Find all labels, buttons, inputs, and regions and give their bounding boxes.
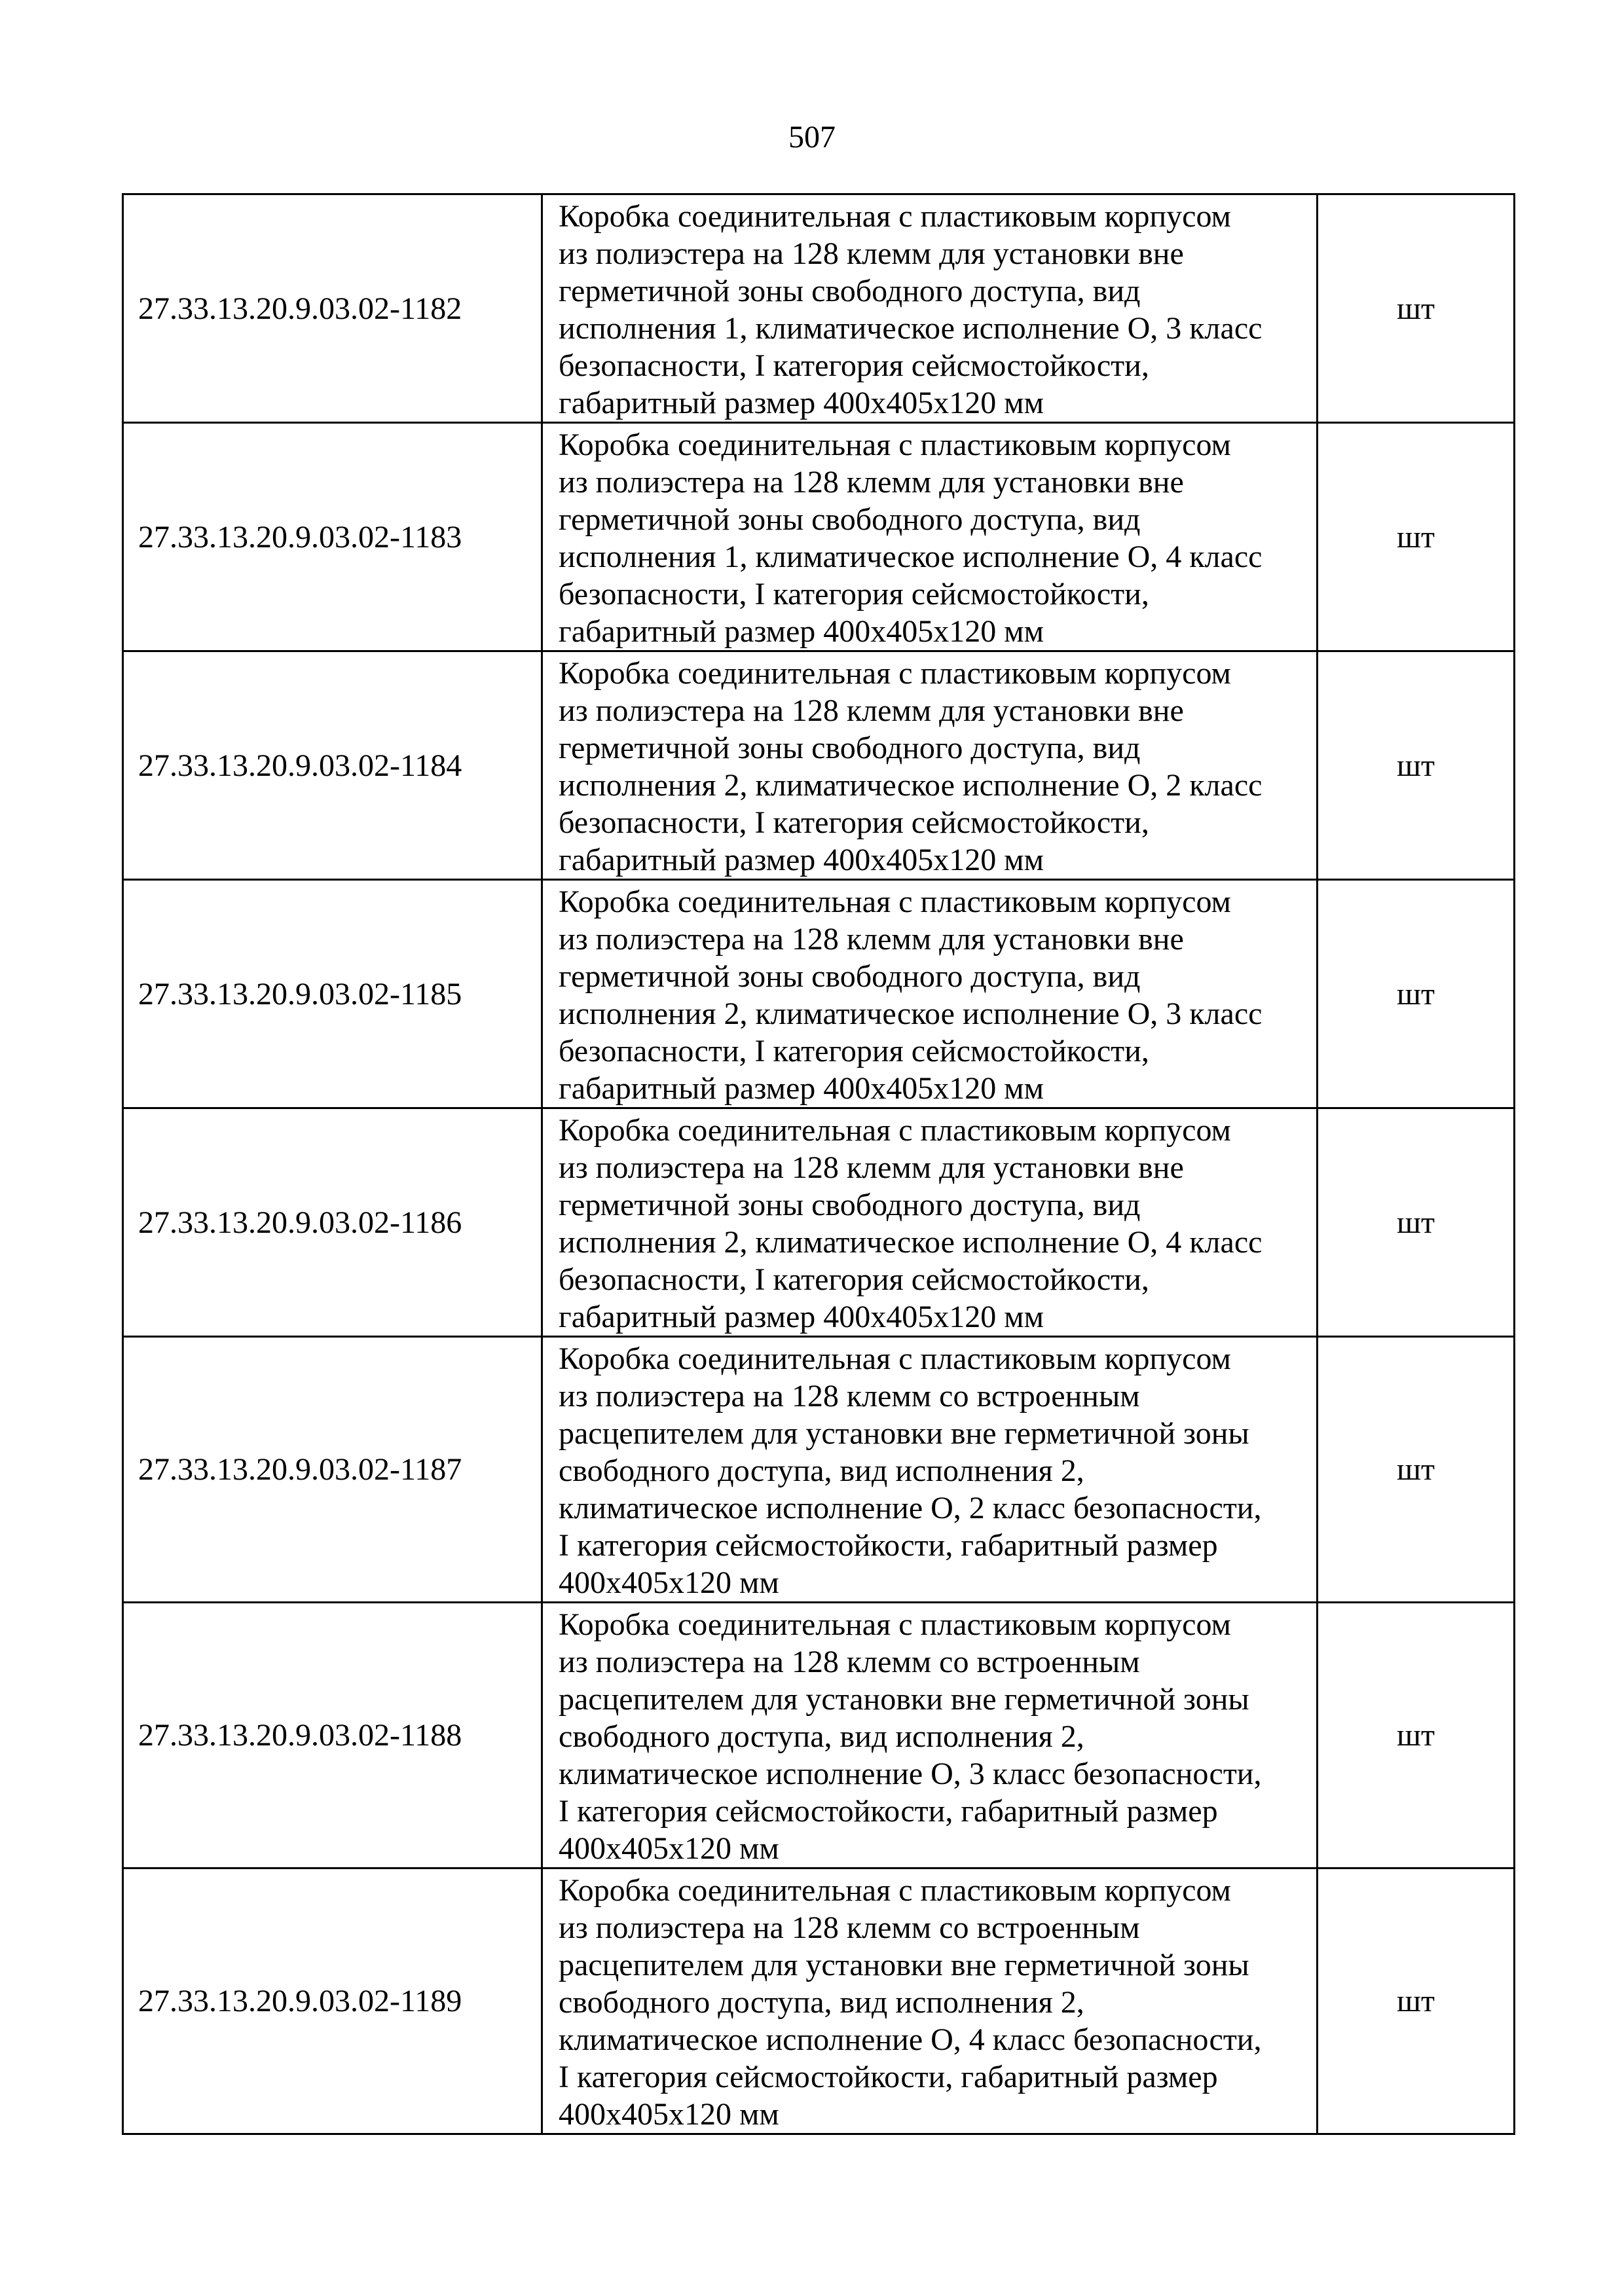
item-unit: шт: [1318, 651, 1515, 880]
description-line: 400х405х120 мм: [559, 1565, 779, 1600]
item-description: [542, 194, 1318, 423]
description-line: габаритный размер 400х405х120 мм: [559, 614, 1044, 649]
item-code: 27.33.13.20.9.03.02-1186: [123, 1108, 542, 1337]
description-line: исполнения 1, климатическое исполнение О, 3 класс: [559, 311, 1263, 346]
description-line: из полиэстера на 128 клемм со встроенным: [559, 1910, 1140, 1945]
item-description: [542, 880, 1318, 1108]
description-line: герметичной зоны свободного доступа, вид: [559, 959, 1141, 994]
item-code: 27.33.13.20.9.03.02-1183: [123, 423, 542, 651]
description-line: Коробка соединительная с пластиковым корпусом: [559, 884, 1231, 919]
description-line: расцепителем для установки вне герметичной зоны: [559, 1416, 1249, 1451]
item-description: [542, 1108, 1318, 1337]
description-line: I категория сейсмостойкости, габаритный размер: [559, 2060, 1218, 2094]
catalog-table: [122, 193, 1515, 2135]
table-row: [123, 1337, 1515, 1603]
description-line: Коробка соединительная с пластиковым корпусом: [559, 1341, 1231, 1376]
description-line: расцепителем для установки вне герметичной зоны: [559, 1682, 1249, 1717]
description-line: исполнения 2, климатическое исполнение О, 4 класс: [559, 1225, 1263, 1260]
description-line: I категория сейсмостойкости, габаритный размер: [559, 1528, 1218, 1563]
item-code: 27.33.13.20.9.03.02-1188: [123, 1603, 542, 1868]
description-line: габаритный размер 400х405х120 мм: [559, 843, 1044, 877]
description-line: из полиэстера на 128 клемм со встроенным: [559, 1379, 1140, 1413]
description-line: Коробка соединительная с пластиковым корпусом: [559, 428, 1231, 462]
description-line: из полиэстера на 128 клемм для установки вне: [559, 922, 1184, 957]
table-row: [123, 880, 1515, 1108]
table-row: [123, 423, 1515, 651]
description-line: исполнения 2, климатическое исполнение О, 2 класс: [559, 768, 1263, 803]
description-line: габаритный размер 400х405х120 мм: [559, 1071, 1044, 1106]
description-line: безопасности, I категория сейсмостойкости,: [559, 1034, 1149, 1068]
description-line: безопасности, I категория сейсмостойкости,: [559, 1262, 1149, 1297]
item-description: [542, 423, 1318, 651]
description-line: Коробка соединительная с пластиковым корпусом: [559, 1873, 1231, 1908]
description-line: 400х405х120 мм: [559, 2097, 779, 2132]
item-code: 27.33.13.20.9.03.02-1185: [123, 880, 542, 1108]
description-line: герметичной зоны свободного доступа, вид: [559, 731, 1141, 765]
item-unit: шт: [1318, 1868, 1515, 2134]
description-line: из полиэстера на 128 клемм для установки вне: [559, 465, 1184, 500]
item-description: [542, 1603, 1318, 1868]
catalog-table-body: [123, 194, 1515, 2134]
item-unit: шт: [1318, 1108, 1515, 1337]
description-line: свободного доступа, вид исполнения 2,: [559, 1985, 1084, 2020]
description-line: свободного доступа, вид исполнения 2,: [559, 1719, 1084, 1754]
description-line: свободного доступа, вид исполнения 2,: [559, 1453, 1084, 1488]
page-number: 507: [788, 120, 836, 155]
description-line: 400х405х120 мм: [559, 1831, 779, 1866]
description-line: герметичной зоны свободного доступа, вид: [559, 502, 1141, 537]
description-line: I категория сейсмостойкости, габаритный размер: [559, 1794, 1218, 1829]
item-unit: шт: [1318, 194, 1515, 423]
description-line: расцепителем для установки вне герметичной зоны: [559, 1948, 1249, 1982]
table-row: [123, 194, 1515, 423]
description-line: Коробка соединительная с пластиковым корпусом: [559, 199, 1231, 234]
item-unit: шт: [1318, 880, 1515, 1108]
description-line: Коробка соединительная с пластиковым корпусом: [559, 1607, 1231, 1642]
table-row: [123, 1108, 1515, 1337]
description-line: герметичной зоны свободного доступа, вид: [559, 1188, 1141, 1222]
description-line: безопасности, I категория сейсмостойкости,: [559, 348, 1149, 383]
description-line: герметичной зоны свободного доступа, вид: [559, 274, 1141, 308]
item-unit: шт: [1318, 423, 1515, 651]
item-code: 27.33.13.20.9.03.02-1187: [123, 1337, 542, 1603]
description-line: Коробка соединительная с пластиковым корпусом: [559, 1113, 1231, 1148]
description-line: из полиэстера на 128 клемм для установки вне: [559, 693, 1184, 728]
item-unit: шт: [1318, 1603, 1515, 1868]
description-line: из полиэстера на 128 клемм для установки вне: [559, 1150, 1184, 1185]
item-unit: шт: [1318, 1337, 1515, 1603]
item-code: 27.33.13.20.9.03.02-1182: [123, 194, 542, 423]
description-line: габаритный размер 400х405х120 мм: [559, 1300, 1044, 1334]
table-row: [123, 1603, 1515, 1868]
description-line: исполнения 2, климатическое исполнение О, 3 класс: [559, 996, 1263, 1031]
item-description: [542, 651, 1318, 880]
description-line: исполнения 1, климатическое исполнение О, 4 класс: [559, 539, 1263, 574]
description-line: из полиэстера на 128 клемм для установки вне: [559, 236, 1184, 271]
table-row: [123, 1868, 1515, 2134]
item-code: 27.33.13.20.9.03.02-1189: [123, 1868, 542, 2134]
description-line: климатическое исполнение О, 4 класс безопасности,: [559, 2022, 1262, 2057]
description-line: габаритный размер 400х405х120 мм: [559, 386, 1044, 420]
description-line: из полиэстера на 128 клемм со встроенным: [559, 1645, 1140, 1679]
description-line: климатическое исполнение О, 2 класс безопасности,: [559, 1491, 1262, 1525]
description-line: безопасности, I категория сейсмостойкости,: [559, 805, 1149, 840]
description-line: Коробка соединительная с пластиковым корпусом: [559, 656, 1231, 691]
item-description: [542, 1337, 1318, 1603]
description-line: безопасности, I категория сейсмостойкости,: [559, 577, 1149, 611]
item-code: 27.33.13.20.9.03.02-1184: [123, 651, 542, 880]
description-line: климатическое исполнение О, 3 класс безопасности,: [559, 1757, 1262, 1791]
item-description: [542, 1868, 1318, 2134]
table-row: [123, 651, 1515, 880]
